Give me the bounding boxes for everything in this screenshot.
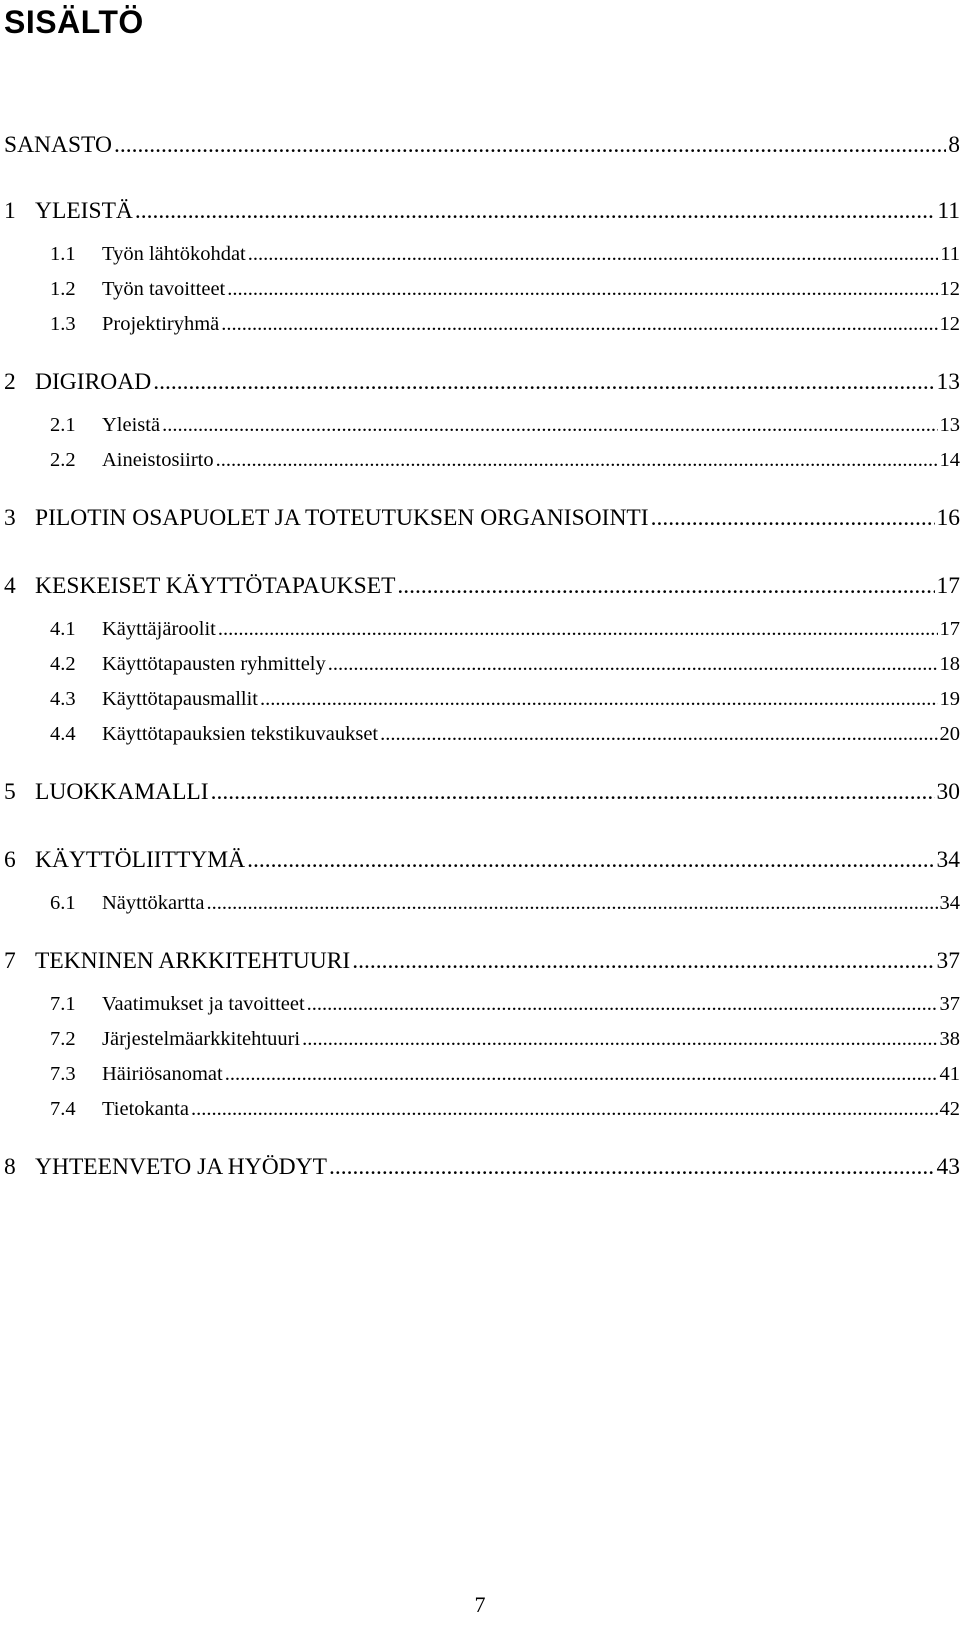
toc-dot-leader — [211, 777, 935, 807]
toc-entry-page: 13 — [939, 414, 960, 436]
toc-entry-number: 1 — [4, 198, 16, 224]
toc-entry-sanasto[interactable] — [4, 130, 960, 160]
toc-dot-leader — [162, 411, 937, 439]
toc-dot-leader — [651, 503, 935, 533]
toc-entry-number: 3 — [4, 505, 16, 531]
toc-entry-7-4[interactable] — [4, 1095, 960, 1123]
toc-entry-label: PILOTIN OSAPUOLET JA TOTEUTUKSEN ORGANISOINTI — [35, 505, 649, 531]
toc-entry-page: 14 — [939, 449, 960, 471]
toc-entry-number: 4.3 — [50, 688, 76, 710]
page-number: 7 — [474, 1592, 486, 1617]
toc-entry-number: 4 — [4, 573, 16, 599]
toc-entry-4[interactable] — [4, 571, 960, 601]
toc-entry-page: 19 — [939, 688, 960, 710]
toc-entry-page: 34 — [936, 847, 960, 873]
toc-dot-leader — [380, 720, 937, 748]
toc-entry-8[interactable] — [4, 1152, 960, 1182]
toc-entry-label: KÄYTTÖLIITTYMÄ — [35, 847, 246, 873]
toc-entry-1-3[interactable] — [4, 310, 960, 338]
toc-entry-page: 41 — [939, 1063, 960, 1085]
toc-entry-number: 6.1 — [50, 892, 76, 914]
toc-entry-label: Työn tavoitteet — [102, 278, 226, 300]
toc-entry-7-3[interactable] — [4, 1060, 960, 1088]
page-title: SISÄLTÖ — [4, 4, 144, 40]
toc-dot-leader — [153, 367, 934, 397]
toc-entry-label: Häiriösanomat — [102, 1063, 223, 1085]
toc-entry-number: 7.3 — [50, 1063, 76, 1085]
toc-entry-number: 5 — [4, 779, 16, 805]
toc-entry-page: 43 — [936, 1154, 960, 1180]
toc-entry-label: Projektiryhmä — [102, 313, 220, 335]
toc-entry-label: TEKNINEN ARKKITEHTUURI — [35, 948, 351, 974]
toc-entry-page: 11 — [940, 243, 960, 265]
toc-entry-7-2[interactable] — [4, 1025, 960, 1053]
toc-entry-number: 2 — [4, 369, 16, 395]
toc-entry-label: SANASTO — [4, 132, 112, 158]
toc-entry-label: Vaatimukset ja tavoitteet — [102, 993, 305, 1015]
toc-dot-leader — [225, 1060, 938, 1088]
toc-entry-page: 38 — [939, 1028, 960, 1050]
toc-entry-number: 7 — [4, 948, 16, 974]
toc-dot-leader — [329, 1152, 935, 1182]
toc-dot-leader — [216, 446, 938, 474]
toc-dot-leader — [302, 1025, 937, 1053]
toc-entry-page: 17 — [936, 573, 960, 599]
toc-dot-leader — [247, 845, 934, 875]
toc-dot-leader — [218, 615, 938, 643]
toc-entry-number: 8 — [4, 1154, 16, 1180]
toc-entry-4-2[interactable] — [4, 650, 960, 678]
toc-dot-leader — [227, 275, 937, 303]
toc-entry-number: 2.2 — [50, 449, 76, 471]
toc-entry-5[interactable] — [4, 777, 960, 807]
toc-entry-3[interactable] — [4, 503, 960, 533]
toc-entry-page: 16 — [936, 505, 960, 531]
toc-entry-label: Käyttötapausmallit — [102, 688, 258, 710]
toc-entry-label: Järjestelmäarkkitehtuuri — [102, 1028, 301, 1050]
toc-entry-page: 12 — [939, 278, 960, 300]
toc-entry-label: Käyttötapausten ryhmittely — [102, 653, 326, 675]
toc-entry-4-1[interactable] — [4, 615, 960, 643]
toc-entry-2[interactable] — [4, 367, 960, 397]
toc-entry-label: KESKEISET KÄYTTÖTAPAUKSET — [35, 573, 396, 599]
toc-entry-4-4[interactable] — [4, 720, 960, 748]
toc-entry-page: 20 — [939, 723, 960, 745]
toc-entry-number: 2.1 — [50, 414, 76, 436]
toc-entry-label: YHTEENVETO JA HYÖDYT — [35, 1154, 327, 1180]
toc-entry-label: Käyttötapauksien tekstikuvaukset — [102, 723, 379, 745]
toc-entry-number: 4.1 — [50, 618, 76, 640]
toc-entry-number: 1.3 — [50, 313, 76, 335]
toc-entry-1[interactable] — [4, 196, 960, 226]
toc-entry-label: Käyttäjäroolit — [102, 618, 216, 640]
toc-entry-6[interactable] — [4, 845, 960, 875]
toc-entry-number: 4.4 — [50, 723, 76, 745]
toc-entry-label: DIGIROAD — [35, 369, 152, 395]
toc-dot-leader — [135, 196, 935, 226]
toc-dot-leader — [114, 130, 946, 160]
toc-entry-page: 37 — [936, 948, 960, 974]
toc-entry-label: Aineistosiirto — [102, 449, 214, 471]
toc-entry-label: Tietokanta — [102, 1098, 189, 1120]
toc-entry-page: 34 — [939, 892, 960, 914]
toc-entry-label: Yleistä — [102, 414, 161, 436]
toc-dot-leader — [397, 571, 934, 601]
toc-entry-page: 13 — [936, 369, 960, 395]
toc-entry-7-1[interactable] — [4, 990, 960, 1018]
toc-entry-1-1[interactable] — [4, 240, 960, 268]
toc-entry-2-2[interactable] — [4, 446, 960, 474]
toc-entry-page: 12 — [939, 313, 960, 335]
toc-entry-2-1[interactable] — [4, 411, 960, 439]
toc-entry-page: 30 — [936, 779, 960, 805]
toc-entry-1-2[interactable] — [4, 275, 960, 303]
toc-entry-number: 7.1 — [50, 993, 76, 1015]
toc-entry-label: Työn lähtökohdat — [102, 243, 246, 265]
toc-entry-label: YLEISTÄ — [35, 198, 133, 224]
toc-entry-7[interactable] — [4, 946, 960, 976]
toc-entry-page: 17 — [939, 618, 960, 640]
toc-entry-page: 18 — [939, 653, 960, 675]
toc-entry-page: 11 — [937, 198, 960, 224]
toc-dot-leader — [260, 685, 938, 713]
toc-entry-6-1[interactable] — [4, 889, 960, 917]
toc-entry-number: 4.2 — [50, 653, 76, 675]
toc-entry-page: 42 — [939, 1098, 960, 1120]
toc-entry-number: 1.2 — [50, 278, 76, 300]
toc-entry-number: 1.1 — [50, 243, 76, 265]
toc-dot-leader — [248, 240, 938, 268]
toc-dot-leader — [221, 310, 937, 338]
toc-entry-label: LUOKKAMALLI — [35, 779, 209, 805]
toc-dot-leader — [352, 946, 934, 976]
toc-entry-number: 7.2 — [50, 1028, 76, 1050]
toc-entry-number: 7.4 — [50, 1098, 76, 1120]
toc-entry-page: 8 — [948, 132, 960, 158]
toc-entry-number: 6 — [4, 847, 16, 873]
toc-entry-4-3[interactable] — [4, 685, 960, 713]
toc-dot-leader — [191, 1095, 938, 1123]
toc-dot-leader — [206, 889, 937, 917]
toc-dot-leader — [307, 990, 938, 1018]
toc-entry-page: 37 — [939, 993, 960, 1015]
toc-dot-leader — [328, 650, 938, 678]
toc-entry-label: Näyttökartta — [102, 892, 205, 914]
